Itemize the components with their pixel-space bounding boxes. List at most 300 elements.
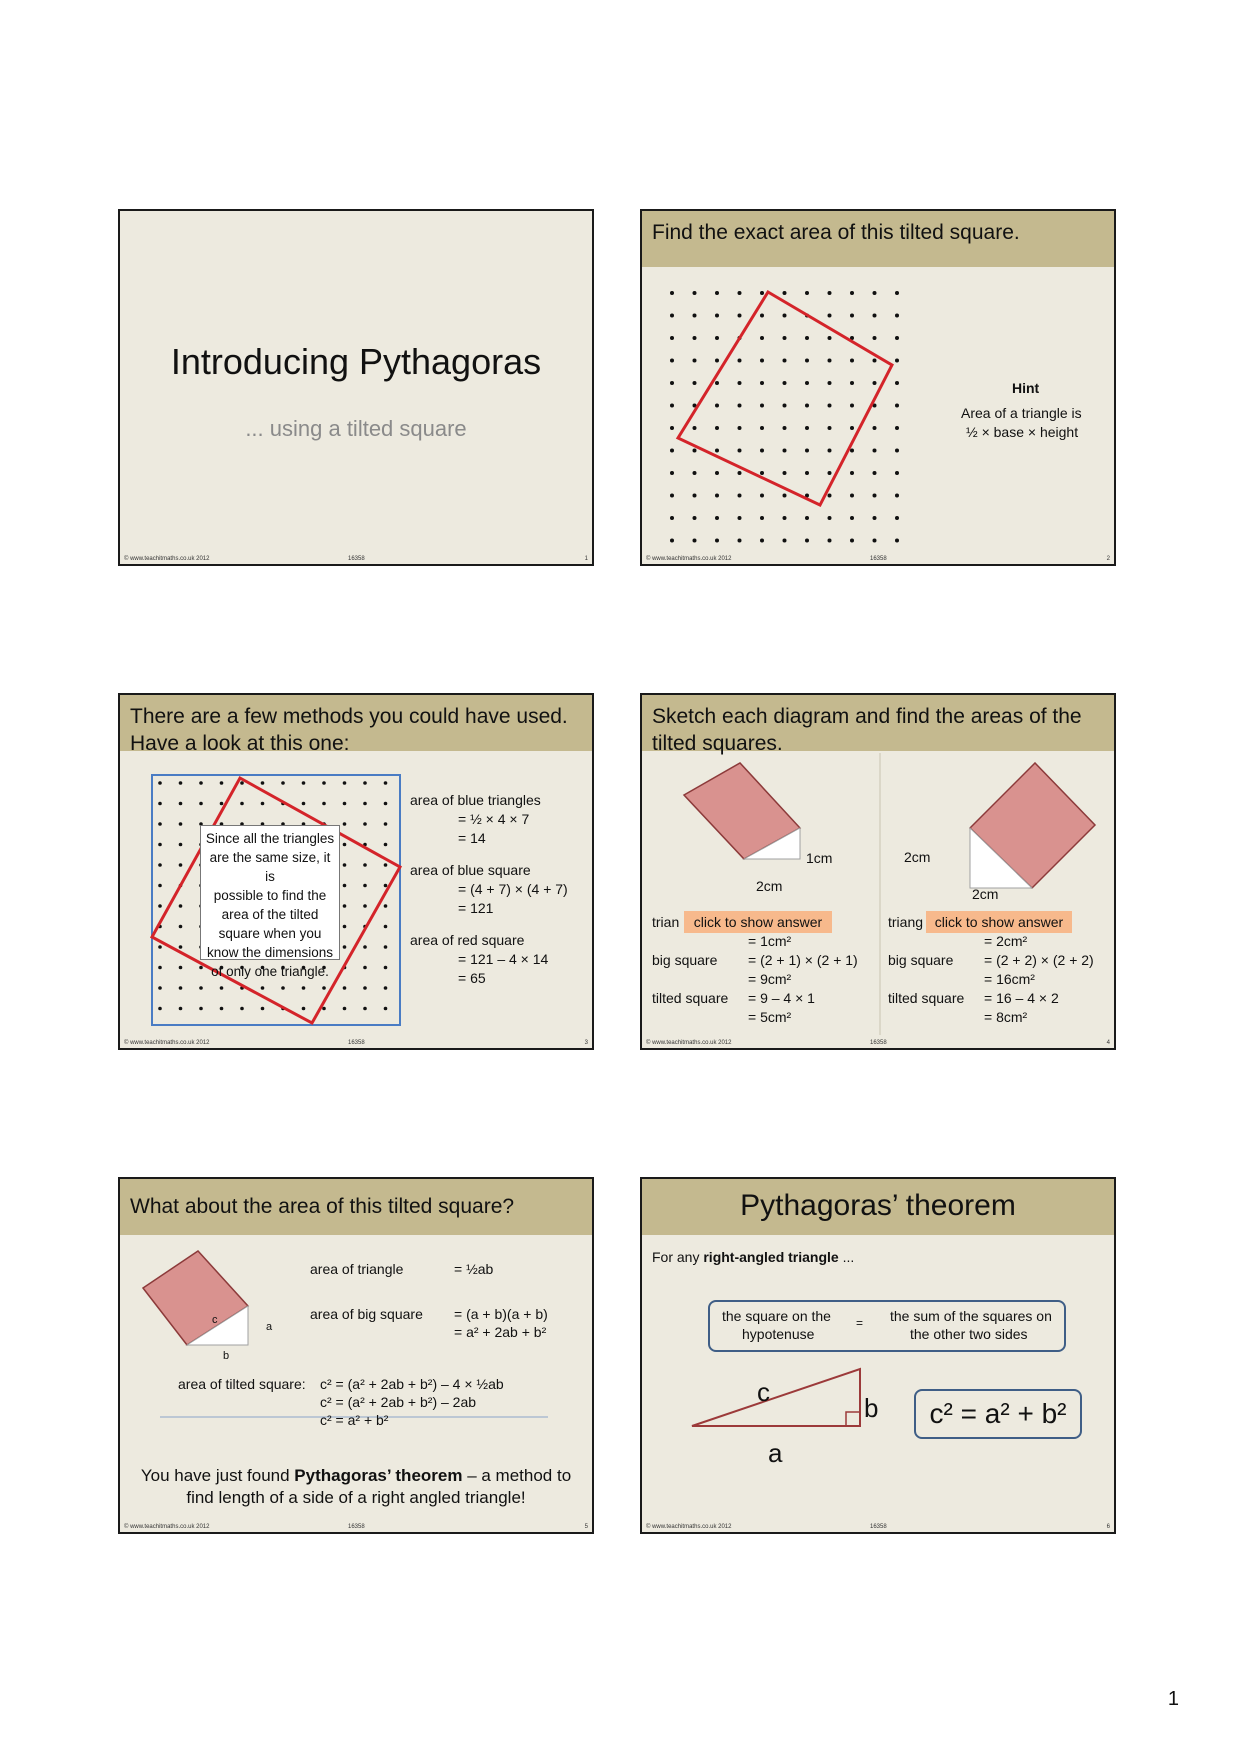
grid-dot <box>281 781 285 785</box>
callout-line: Since all the triangles <box>205 831 335 846</box>
conclusion-line-1 <box>120 1466 592 1486</box>
grid-dot <box>343 904 347 908</box>
grid-dot <box>805 449 809 453</box>
grid-dot <box>760 404 764 408</box>
grid-dot <box>158 884 162 888</box>
grid-dot <box>828 381 832 385</box>
grid-dot <box>715 314 719 318</box>
grid-dot <box>322 802 326 806</box>
resource-code: 16358 <box>348 1040 365 1046</box>
grid-dot <box>199 986 203 990</box>
calc-line: = 65 <box>458 970 486 986</box>
grid-dot <box>873 314 877 318</box>
grid-dot <box>240 802 244 806</box>
grid-dot <box>828 539 832 543</box>
grid-dot <box>693 336 697 340</box>
grid-dot <box>179 966 183 970</box>
grid-dot <box>895 404 899 408</box>
grid-dot <box>670 381 674 385</box>
callout-line: square when you <box>218 926 322 941</box>
slide-4 <box>640 693 1116 1050</box>
box-equals: = <box>856 1316 864 1330</box>
grid-dot <box>783 314 787 318</box>
big-label: area of big square <box>310 1306 423 1322</box>
grid-dot <box>199 802 203 806</box>
grid-dot <box>715 336 719 340</box>
grid-dot <box>873 359 877 363</box>
grid-dot <box>693 539 697 543</box>
calc-line: = 121 – 4 × 14 <box>458 951 549 967</box>
grid-dot <box>384 966 388 970</box>
slide-3-title-line-1: There are a few methods you could have used. <box>130 705 568 728</box>
resource-code: 16358 <box>870 1040 887 1046</box>
grid-dot <box>828 516 832 520</box>
slide-4-title-line-1: Sketch each diagram and find the areas of the <box>652 705 1082 728</box>
grid-dot <box>363 822 367 826</box>
copyright: © www.teachitmaths.co.uk 2012 <box>124 1524 210 1530</box>
grid-dot <box>783 471 787 475</box>
grid-dot <box>670 314 674 318</box>
grid-dot <box>384 863 388 867</box>
grid-dot <box>693 359 697 363</box>
intro-bold: right-angled triangle <box>703 1249 839 1265</box>
callout-line: of only one triangle. <box>211 964 329 979</box>
right-triangle-diagram <box>642 1179 1116 1534</box>
grid-dot <box>384 925 388 929</box>
grid-dot <box>343 986 347 990</box>
grid-dot <box>199 781 203 785</box>
slide-3 <box>118 693 594 1050</box>
grid-dot <box>828 314 832 318</box>
grid-dot <box>199 1007 203 1011</box>
copyright: © www.teachitmaths.co.uk 2012 <box>646 1040 732 1046</box>
tri-label: area of triangle <box>310 1261 404 1277</box>
right-triangle-area: = 2cm² <box>984 933 1028 949</box>
grid-dot <box>158 966 162 970</box>
dot-grid-diagram <box>642 211 1116 566</box>
callout-line: possible to find the <box>213 888 327 903</box>
grid-dot <box>895 516 899 520</box>
formula-box <box>914 1389 1082 1439</box>
grid-dot <box>715 449 719 453</box>
grid-dot <box>895 539 899 543</box>
grid-dot <box>783 404 787 408</box>
left-triangle-label: trian <box>652 914 680 930</box>
grid-dot <box>715 516 719 520</box>
hint-title: Hint <box>1012 380 1040 396</box>
label-b: b <box>223 1350 230 1362</box>
left-show-answer-button[interactable]: click to show answer <box>684 911 832 933</box>
grid-dot <box>384 843 388 847</box>
callout-line: area of the tilted <box>221 907 319 922</box>
grid-dot <box>158 822 162 826</box>
grid-dot <box>895 359 899 363</box>
grid-dot <box>895 426 899 430</box>
slide-number: 4 <box>1106 1040 1110 1046</box>
grid-dot <box>873 471 877 475</box>
grid-dot <box>322 1007 326 1011</box>
grid-dot <box>783 359 787 363</box>
grid-dot <box>384 986 388 990</box>
right-side-label: 2cm <box>904 849 931 865</box>
grid-dot <box>760 359 764 363</box>
grid-dot <box>805 539 809 543</box>
calc-line: = ½ × 4 × 7 <box>458 811 530 827</box>
right-triangle-label: triang <box>888 914 924 930</box>
grid-dot <box>363 1007 367 1011</box>
grid-dot <box>302 781 306 785</box>
right-big-label: big square <box>888 952 954 968</box>
grid-dot <box>783 426 787 430</box>
slide-2 <box>640 209 1116 566</box>
grid-dot <box>850 471 854 475</box>
grid-dot <box>302 986 306 990</box>
grid-dot <box>805 404 809 408</box>
grid-dot <box>738 291 742 295</box>
grid-dot <box>384 904 388 908</box>
grid-dot <box>895 336 899 340</box>
grid-dot <box>895 449 899 453</box>
grid-dot <box>693 381 697 385</box>
slide-number: 5 <box>584 1524 588 1530</box>
grid-dot <box>828 426 832 430</box>
grid-dot <box>828 336 832 340</box>
grid-dot <box>715 359 719 363</box>
conclusion-post: – a method to <box>462 1466 572 1485</box>
grid-dot <box>158 802 162 806</box>
grid-dot <box>363 781 367 785</box>
grid-dot <box>715 404 719 408</box>
grid-dot <box>670 359 674 363</box>
slide-5 <box>118 1177 594 1534</box>
grid-dot <box>363 884 367 888</box>
grid-dot <box>715 494 719 498</box>
grid-dot <box>828 494 832 498</box>
grid-dot <box>220 781 224 785</box>
grid-dot <box>805 359 809 363</box>
grid-dot <box>873 539 877 543</box>
left-triangle-area: = 1cm² <box>748 933 792 949</box>
grid-dot <box>179 1007 183 1011</box>
grid-dot <box>738 314 742 318</box>
grid-dot <box>670 494 674 498</box>
slide-1-subtitle: ... using a tilted square <box>245 416 467 441</box>
grid-dot <box>873 381 877 385</box>
grid-dot <box>715 381 719 385</box>
grid-dot <box>693 314 697 318</box>
grid-dot <box>738 359 742 363</box>
grid-dot <box>693 494 697 498</box>
grid-dot <box>760 539 764 543</box>
grid-dot <box>179 904 183 908</box>
grid-dot <box>873 426 877 430</box>
grid-dot <box>670 471 674 475</box>
left-tilted-label: tilted square <box>652 990 729 1006</box>
grid-dot <box>715 291 719 295</box>
right-tilted-calc: = 16 – 4 × 2 <box>984 990 1059 1006</box>
grid-dot <box>343 863 347 867</box>
grid-dot <box>805 516 809 520</box>
grid-dot <box>240 781 244 785</box>
grid-dot <box>738 494 742 498</box>
grid-dot <box>670 539 674 543</box>
conclusion-line-2: find length of a side of a right angled triangle! <box>186 1488 526 1507</box>
grid-dot <box>850 516 854 520</box>
grid-dot <box>895 381 899 385</box>
calc-line: = 121 <box>458 900 494 916</box>
label-a: a <box>266 1321 273 1333</box>
grid-dot <box>738 539 742 543</box>
slide-1 <box>118 209 594 566</box>
resource-code: 16358 <box>870 556 887 562</box>
copyright: © www.teachitmaths.co.uk 2012 <box>646 556 732 562</box>
grid-dot <box>738 516 742 520</box>
conclusion-bold: Pythagoras’ theorem <box>294 1466 463 1485</box>
grid-dot <box>384 802 388 806</box>
triangle-label-b: b <box>864 1393 879 1423</box>
grid-dot <box>760 381 764 385</box>
grid-dot <box>693 516 697 520</box>
grid-dot <box>179 945 183 949</box>
grid-dot <box>760 336 764 340</box>
grid-dot <box>828 471 832 475</box>
grid-dot <box>715 426 719 430</box>
grid-dot <box>783 539 787 543</box>
grid-dot <box>828 449 832 453</box>
grid-dot <box>261 986 265 990</box>
grid-dot <box>693 426 697 430</box>
grid-dot <box>895 471 899 475</box>
right-big-calc: = (2 + 2) × (2 + 2) <box>984 952 1094 968</box>
slide-1-title: Introducing Pythagoras <box>170 341 542 382</box>
grid-dot <box>158 1007 162 1011</box>
left-tilted-calc: = 9 – 4 × 1 <box>748 990 815 1006</box>
grid-dot <box>281 986 285 990</box>
grid-dot <box>783 494 787 498</box>
grid-dot <box>828 404 832 408</box>
grid-dot <box>343 822 347 826</box>
grid-dot <box>783 291 787 295</box>
resource-code: 16358 <box>348 556 365 562</box>
right-show-answer-button[interactable]: click to show answer <box>926 911 1072 933</box>
grid-dot <box>805 291 809 295</box>
grid-dot <box>760 471 764 475</box>
grid-dot <box>693 291 697 295</box>
intro-post: ... <box>838 1249 855 1265</box>
calc-line: area of blue square <box>410 862 531 878</box>
resource-code: 16358 <box>348 1524 365 1530</box>
grid-dot <box>895 291 899 295</box>
tilted-line-3: c² = a² + b² <box>320 1412 389 1428</box>
slide-3-title-line-2: Have a look at this one: <box>130 732 350 755</box>
left-big-calc: = (2 + 1) × (2 + 1) <box>748 952 858 968</box>
label-c: c <box>212 1314 218 1326</box>
grid-dot <box>850 494 854 498</box>
grid-dot <box>261 802 265 806</box>
tilted-line-1: c² = (a² + 2ab + b²) – 4 × ½ab <box>320 1376 504 1392</box>
grid-dot <box>179 822 183 826</box>
resource-code: 16358 <box>870 1524 887 1530</box>
grid-dot <box>873 494 877 498</box>
grid-dot <box>873 291 877 295</box>
grid-dot <box>363 986 367 990</box>
grid-dot <box>670 516 674 520</box>
grid-dot <box>783 336 787 340</box>
left-tilted-result: = 5cm² <box>748 1009 792 1025</box>
grid-dot <box>805 426 809 430</box>
pythagoras-formula: c² = a² + b² <box>929 1398 1067 1429</box>
callout-line: are the same size, it is <box>209 850 331 884</box>
grid-dot <box>384 1007 388 1011</box>
right-tilted-result: = 8cm² <box>984 1009 1028 1025</box>
copyright: © www.teachitmaths.co.uk 2012 <box>124 556 210 562</box>
left-side-label: 1cm <box>806 850 833 866</box>
calc-line: = 14 <box>458 830 486 846</box>
box-left-line-2: hypotenuse <box>742 1326 815 1342</box>
box-left-line-1: the square on the <box>722 1308 831 1324</box>
grid-dot <box>343 884 347 888</box>
grid-dot <box>850 404 854 408</box>
grid-dot <box>760 426 764 430</box>
grid-dot <box>240 1007 244 1011</box>
hint-line-2: ½ × base × height <box>966 424 1079 440</box>
slide-5-title: What about the area of this tilted square? <box>120 1179 592 1235</box>
triangle-label-c: c <box>757 1377 770 1407</box>
grid-dot <box>343 843 347 847</box>
grid-dot <box>873 516 877 520</box>
grid-dot <box>158 843 162 847</box>
calc-line: = (4 + 7) × (4 + 7) <box>458 881 568 897</box>
slide-number: 1 <box>584 556 588 562</box>
grid-dot <box>850 426 854 430</box>
callout-box <box>200 825 340 979</box>
grid-dot <box>384 945 388 949</box>
grid-dot <box>895 314 899 318</box>
grid-dot <box>322 781 326 785</box>
grid-dot <box>760 494 764 498</box>
grid-dot <box>805 336 809 340</box>
grid-dot <box>738 426 742 430</box>
right-big-result: = 16cm² <box>984 971 1035 987</box>
grid-dot <box>322 986 326 990</box>
grid-dot <box>738 381 742 385</box>
box-right-line-2: the other two sides <box>910 1326 1028 1342</box>
grid-dot <box>363 904 367 908</box>
grid-dot <box>850 449 854 453</box>
grid-dot <box>343 945 347 949</box>
copyright: © www.teachitmaths.co.uk 2012 <box>646 1524 732 1530</box>
intro-pre: For any <box>652 1249 704 1265</box>
grid-dot <box>343 925 347 929</box>
slide-4-title-line-2: tilted squares. <box>652 732 783 755</box>
copyright: © www.teachitmaths.co.uk 2012 <box>124 1040 210 1046</box>
grid-dot <box>363 863 367 867</box>
grid-dot <box>760 516 764 520</box>
grid-dot <box>850 291 854 295</box>
triangle-label-a: a <box>768 1438 783 1468</box>
calc-line: area of red square <box>410 932 525 948</box>
grid-dot <box>158 781 162 785</box>
grid-dot <box>850 314 854 318</box>
slide-6-title: Pythagoras’ theorem <box>642 1179 1114 1235</box>
tilted-line-2: c² = (a² + 2ab + b²) – 2ab <box>320 1394 477 1410</box>
grid-dot <box>670 336 674 340</box>
grid-dot <box>261 781 265 785</box>
grid-dot <box>363 802 367 806</box>
slide-number: 2 <box>1106 556 1110 562</box>
tri-value: = ½ab <box>454 1261 494 1277</box>
slide-2-title: Find the exact area of this tilted square. <box>642 211 1114 267</box>
grid-dot <box>179 843 183 847</box>
grid-dot <box>343 802 347 806</box>
grid-dot <box>384 822 388 826</box>
grid-dot <box>363 966 367 970</box>
hint-line-1: Area of a triangle is <box>961 405 1082 421</box>
box-right-line-1: the sum of the squares on <box>890 1308 1052 1324</box>
slide-number: 3 <box>584 1040 588 1046</box>
grid-dot <box>805 471 809 475</box>
grid-dot <box>760 314 764 318</box>
calc-line: area of blue triangles <box>410 792 541 808</box>
grid-dot <box>738 471 742 475</box>
grid-dot <box>363 945 367 949</box>
grid-dot <box>384 781 388 785</box>
grid-dot <box>179 925 183 929</box>
grid-dot <box>850 539 854 543</box>
right-angle-marker <box>846 1412 860 1426</box>
right-base-label: 2cm <box>972 886 999 902</box>
grid-dot <box>895 494 899 498</box>
grid-dot <box>828 359 832 363</box>
grid-dot <box>179 802 183 806</box>
grid-dot <box>783 449 787 453</box>
grid-dot <box>670 291 674 295</box>
big-value-2: = a² + 2ab + b² <box>454 1324 547 1340</box>
grid-dot <box>738 449 742 453</box>
grid-dot <box>715 539 719 543</box>
grid-dot <box>220 802 224 806</box>
grid-dot <box>828 291 832 295</box>
grid-dot <box>693 449 697 453</box>
tilted-label: area of tilted square: <box>178 1376 306 1392</box>
conclusion-pre: You have just found <box>140 1466 295 1485</box>
grid-dot <box>158 986 162 990</box>
grid-dot <box>873 336 877 340</box>
grid-dot <box>715 471 719 475</box>
grid-dot <box>850 381 854 385</box>
grid-dot <box>738 404 742 408</box>
grid-dot <box>783 381 787 385</box>
grid-dot <box>783 516 787 520</box>
page-number: 1 <box>1167 1688 1179 1710</box>
grid-dot <box>670 404 674 408</box>
grid-dot <box>158 863 162 867</box>
grid-dot <box>873 449 877 453</box>
grid-dot <box>760 449 764 453</box>
callout-line: know the dimensions <box>206 945 334 960</box>
grid-dot <box>179 781 183 785</box>
grid-dot <box>670 426 674 430</box>
grid-dot <box>384 884 388 888</box>
slide-number: 6 <box>1106 1524 1110 1530</box>
grid-dot <box>343 1007 347 1011</box>
grid-dot <box>670 449 674 453</box>
left-base-label: 2cm <box>756 878 783 894</box>
grid-dot <box>261 1007 265 1011</box>
left-big-result: = 9cm² <box>748 971 792 987</box>
big-value-1: = (a + b)(a + b) <box>454 1306 548 1322</box>
grid-dot <box>302 802 306 806</box>
